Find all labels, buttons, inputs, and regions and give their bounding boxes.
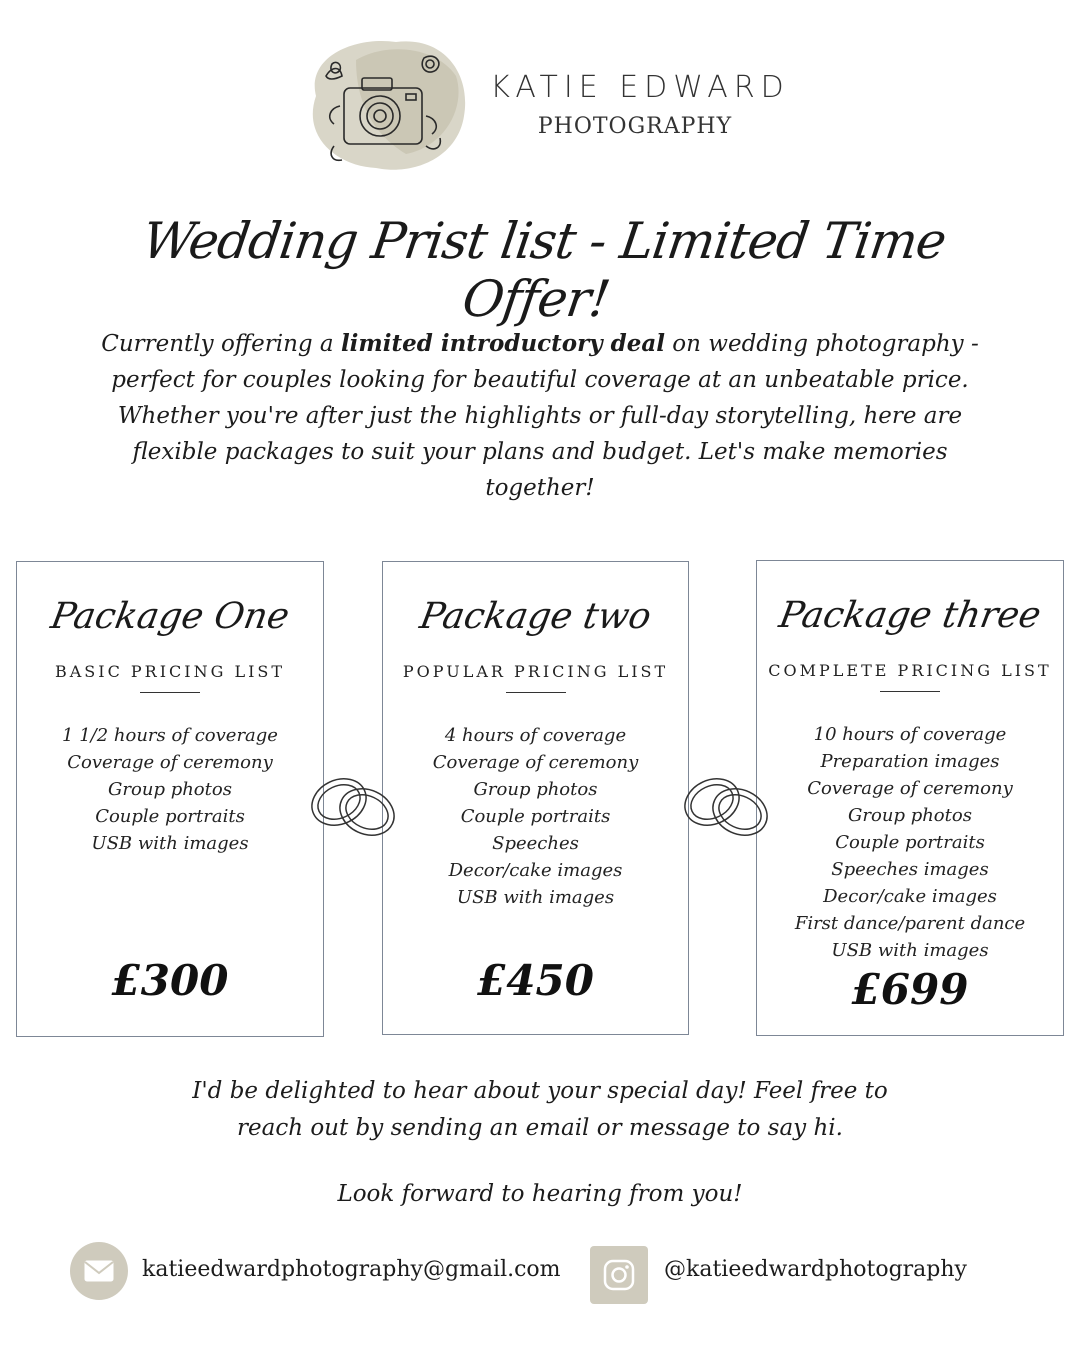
package-features — [757, 721, 1063, 964]
package-title: Package One — [47, 596, 293, 637]
email-link[interactable]: katieedwardphotography@gmail.com — [142, 1257, 561, 1282]
feature-item: 10 hours of coverage — [813, 724, 1007, 745]
feature-item: Couple portraits — [835, 832, 985, 853]
feature-item: Preparation images — [820, 751, 1000, 772]
divider — [506, 692, 566, 693]
intro-text-2: on wedding photography - perfect for couples looking for beautiful coverage at an unbeatable price. Whether you're after just the highlights or full-day storytelling, here are flexible packages to suit your plans and budget. Let's make memories together! — [111, 331, 979, 501]
envelope-icon[interactable] — [70, 1242, 128, 1300]
feature-item: Decor/cake images — [448, 860, 623, 881]
feature-item: Couple portraits — [95, 806, 245, 827]
brand-subtitle: PHOTOGRAPHY — [537, 114, 733, 139]
brand-name: KATIE EDWARD — [490, 70, 790, 105]
package-subtitle: BASIC PRICING LIST — [54, 662, 286, 681]
headline: Wedding Prist list - Limited Time Offer! — [138, 212, 950, 328]
feature-item: Coverage of ceremony — [807, 778, 1013, 799]
closing-line-2: reach out by sending an email or message to say hi. — [237, 1115, 843, 1141]
package-price: £699 — [851, 965, 969, 1014]
feature-item: USB with images — [831, 940, 989, 961]
feature-item: USB with images — [456, 887, 615, 908]
feature-item: Couple portraits — [460, 806, 611, 827]
package-price: £300 — [111, 956, 229, 1005]
intro-bold: limited introductory deal — [340, 330, 665, 357]
package-features — [383, 722, 688, 911]
package-card-three — [756, 560, 1064, 1036]
feature-item: Coverage of ceremony — [432, 752, 639, 773]
feature-item: Coverage of ceremony — [67, 752, 273, 773]
feature-item: 1 1/2 hours of coverage — [62, 725, 278, 746]
feature-item: Decor/cake images — [823, 886, 997, 907]
divider — [140, 692, 200, 693]
feature-item: First dance/parent dance — [794, 913, 1026, 934]
wedding-rings-icon — [676, 768, 776, 848]
logo-camera-floral-icon — [296, 36, 476, 176]
feature-item: Speeches — [492, 833, 579, 854]
feature-item: Speeches images — [831, 859, 989, 880]
package-card-one — [16, 561, 324, 1037]
signoff: Look forward to hearing from you! — [337, 1181, 743, 1207]
package-features — [17, 722, 323, 857]
package-subtitle: COMPLETE PRICING LIST — [768, 661, 1052, 680]
feature-item: Group photos — [473, 779, 598, 800]
intro-text-1: Currently offering a — [101, 331, 341, 357]
package-subtitle: POPULAR PRICING LIST — [402, 662, 669, 681]
divider — [880, 691, 940, 692]
package-title: Package two — [416, 596, 655, 637]
instagram-handle[interactable]: @katieedwardphotography — [664, 1257, 967, 1282]
wedding-rings-icon — [303, 768, 403, 848]
feature-item: USB with images — [91, 833, 249, 854]
package-card-two — [382, 561, 689, 1035]
package-price: £450 — [477, 956, 594, 1005]
closing-line-1: I'd be delighted to hear about your special day! Feel free to — [192, 1078, 888, 1104]
feature-item: Group photos — [848, 805, 972, 826]
feature-item: Group photos — [108, 779, 232, 800]
intro-paragraph — [100, 326, 980, 506]
closing-message — [140, 1073, 940, 1147]
feature-item: 4 hours of coverage — [444, 725, 627, 746]
package-title: Package three — [775, 595, 1045, 636]
instagram-icon[interactable] — [590, 1246, 648, 1304]
